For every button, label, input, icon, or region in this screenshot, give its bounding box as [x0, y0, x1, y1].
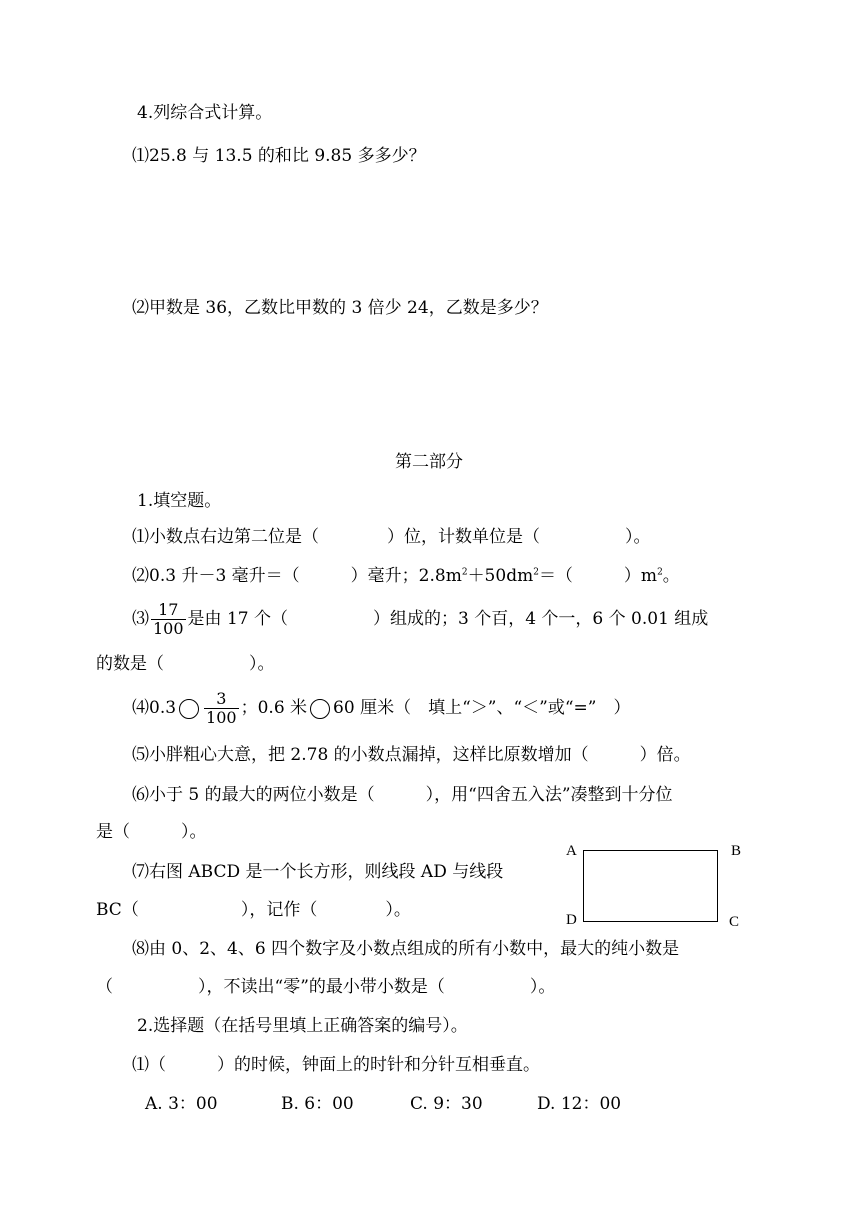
- superscript-2: 2: [461, 567, 468, 578]
- vertex-label-d: D: [566, 912, 577, 928]
- fill-item-3-pre: ⑶: [132, 609, 149, 629]
- fill-item-4-mid: ；0.6 米: [240, 698, 308, 718]
- vertex-label-a: A: [566, 843, 577, 859]
- fill-item-2-c: ＝（ ）m: [538, 566, 658, 586]
- fill-item-8-continued: （ ），不读出“零”的最小带小数是（ ）。: [96, 977, 556, 997]
- fill-item-4: [132, 688, 630, 728]
- numerator: 17: [158, 600, 179, 619]
- rectangle-abcd-figure: [583, 850, 718, 922]
- fill-item-8: ⑻由 0、2、4、6 四个数字及小数点组成的所有小数中，最大的纯小数是: [132, 939, 680, 959]
- fill-item-2-b: ＋50dm: [467, 566, 534, 586]
- fill-item-2-a: ⑵0.3 升－3 毫升＝（ ）毫升；2.8m: [132, 566, 462, 586]
- fill-item-3-post: 是由 17 个（ ）组成的；3 个百，4 个一，6 个 0.01 组成: [187, 609, 709, 629]
- choice-option-d: D. 12：00: [537, 1094, 622, 1114]
- fill-item-4-pre: ⑷0.3: [132, 698, 177, 718]
- fill-item-6-continued: 是（ ）。: [96, 822, 207, 842]
- fill-item-7-continued: BC（ ），记作（ ）。: [96, 900, 411, 920]
- fill-item-3-continued: 的数是（ ）。: [96, 654, 275, 674]
- denominator: 100: [206, 708, 237, 727]
- choice-option-c: C. 9：30: [410, 1094, 483, 1114]
- fraction-17-100: [151, 601, 186, 638]
- fill-item-3: [132, 599, 708, 639]
- section-heading: 第二部分: [395, 452, 463, 472]
- q4-item-1: ⑴25.8 与 13.5 的和比 9.85 多多少？: [132, 146, 426, 166]
- vertex-label-c: C: [729, 914, 740, 930]
- fill-item-6: ⑹小于 5 的最大的两位小数是（ ），用“四舍五入法”凑整到十分位: [132, 785, 673, 805]
- denominator: 100: [153, 619, 184, 638]
- q4-item-2: ⑵甲数是 36，乙数比甲数的 3 倍少 24，乙数是多少？: [132, 298, 548, 318]
- numerator: 3: [216, 689, 227, 708]
- vertex-label-b: B: [731, 843, 742, 859]
- fill-item-1: ⑴小数点右边第二位是（ ）位，计数单位是（ ）。: [132, 527, 651, 547]
- fill-item-2: [132, 564, 680, 588]
- superscript-2: 2: [533, 567, 539, 578]
- q4-title: 4.列综合式计算。: [137, 103, 273, 123]
- choice-option-b: B. 6：00: [281, 1094, 354, 1114]
- choice-item-1: ⑴（ ）的时候，钟面上的时针和分针互相垂直。: [132, 1055, 540, 1075]
- choice-option-a: A. 3：00: [145, 1094, 218, 1114]
- fraction-3-100: [204, 690, 239, 727]
- fill-item-4-post: 60 厘米（ 填上“＞”、“＜”或“=” ）: [333, 698, 631, 718]
- blank-circle-icon: [310, 699, 330, 719]
- choice-title: 2.选择题（在括号里填上正确答案的编号）。: [137, 1016, 468, 1036]
- fill-item-5: ⑸小胖粗心大意，把 2.78 的小数点漏掉，这样比原数增加（ ）倍。: [132, 745, 691, 765]
- blank-circle-icon: [179, 699, 199, 719]
- fill-item-2-d: 。: [662, 566, 680, 586]
- superscript-2: 2: [657, 567, 663, 578]
- fill-in-title: 1.填空题。: [137, 491, 222, 511]
- fill-item-7: ⑺右图 ABCD 是一个长方形，则线段 AD 与线段: [132, 862, 504, 882]
